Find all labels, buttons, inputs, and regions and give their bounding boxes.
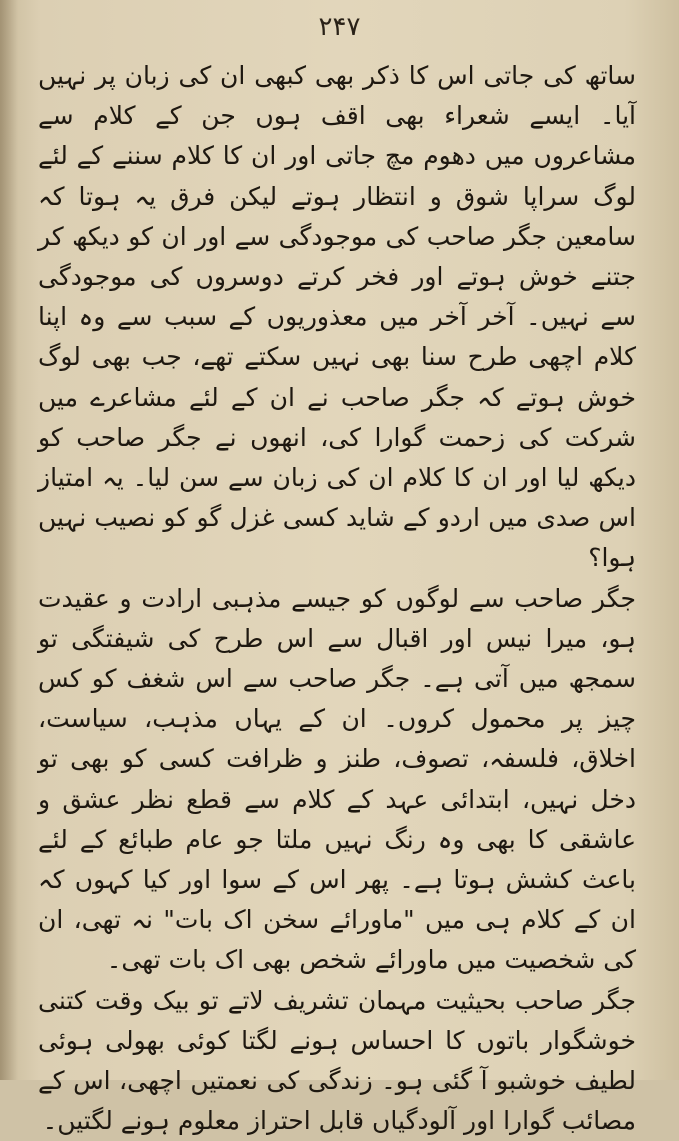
paragraph-2: جگر صاحب سے لوگوں کو جیسے مذہبی ارادت و عقیدت ہو، میرا نیس اور اقبال سے اس طرح کی شیفتگی تو سمجھ میں آتی ہے۔ جگر صاحب سے اس شغف کو کس چیز پر محمول کروں۔ ان کے یہاں مذہب، سیاست، اخلاق، فلسفہ، تصوف، طنز و ظرافت کسی کو بھی تو دخل نہیں، ابتدائی عہد کے کلام سے قطع نظر عشق و عاشقی کا بھی وہ رنگ نہیں ملتا جو عام طبائع کے لئے باعث کشش ہوتا ہے۔ پھر اس کے سوا اور کیا کہوں کہ ان کے کلام ہی میں "ماورائے سخن اک بات" نہ تھی، ان کی شخصیت میں ماورائے شخص بھی اک بات تھی۔ [38, 583, 636, 975]
page-spine-shadow [0, 0, 18, 1080]
page-body-text [38, 56, 636, 1141]
paragraph-3: جگر صاحب بحیثیت مہمان تشریف لاتے تو بیک وقت کتنی خوشگوار باتوں کا احساس ہونے لگتا کوئی بھولی ہوئی لطیف خوشبو آ گئی ہو۔ زندگی کی نعمتیں اچھی، اس کے مصائب گوارا اور آلودگیاں قابل احتراز معلوم ہونے لگتیں۔ [38, 985, 636, 1136]
page-number: ۲۴۷ [318, 12, 361, 42]
paragraph-1: ساتھ کی جاتی اس کا ذکر بھی کبھی ان کی زبان پر نہیں آیا۔ ایسے شعراء بھی اقف ہوں جن کے کلام سے مشاعروں میں دھوم مچ جاتی اور ان کا کلام سننے کے لئے لوگ سراپا شوق و انتظار ہوتے لیکن فرق یہ ہوتا کہ سامعین جگر صاحب کی موجودگی سے اور ان کو دیکھ کر جتنے خوش ہوتے اور فخر کرتے دوسروں کی موجودگی سے نہیں۔ آخر آخر میں معذوریوں کے سبب سے وہ اپنا کلام اچھی طرح سنا بھی نہیں سکتے تھے، جب بھی لوگ خوش ہوتے کہ جگر صاحب نے ان کے لئے مشاعرے میں شرکت کی زحمت گوارا کی، انھوں نے جگر صاحب کو دیکھ لیا اور ان کا کلام ان کی زبان سے سن لیا۔ یہ امتیاز اس صدی میں اردو کے شاید کسی غزل گو کو نصیب نہیں ہوا؟ [38, 61, 636, 573]
